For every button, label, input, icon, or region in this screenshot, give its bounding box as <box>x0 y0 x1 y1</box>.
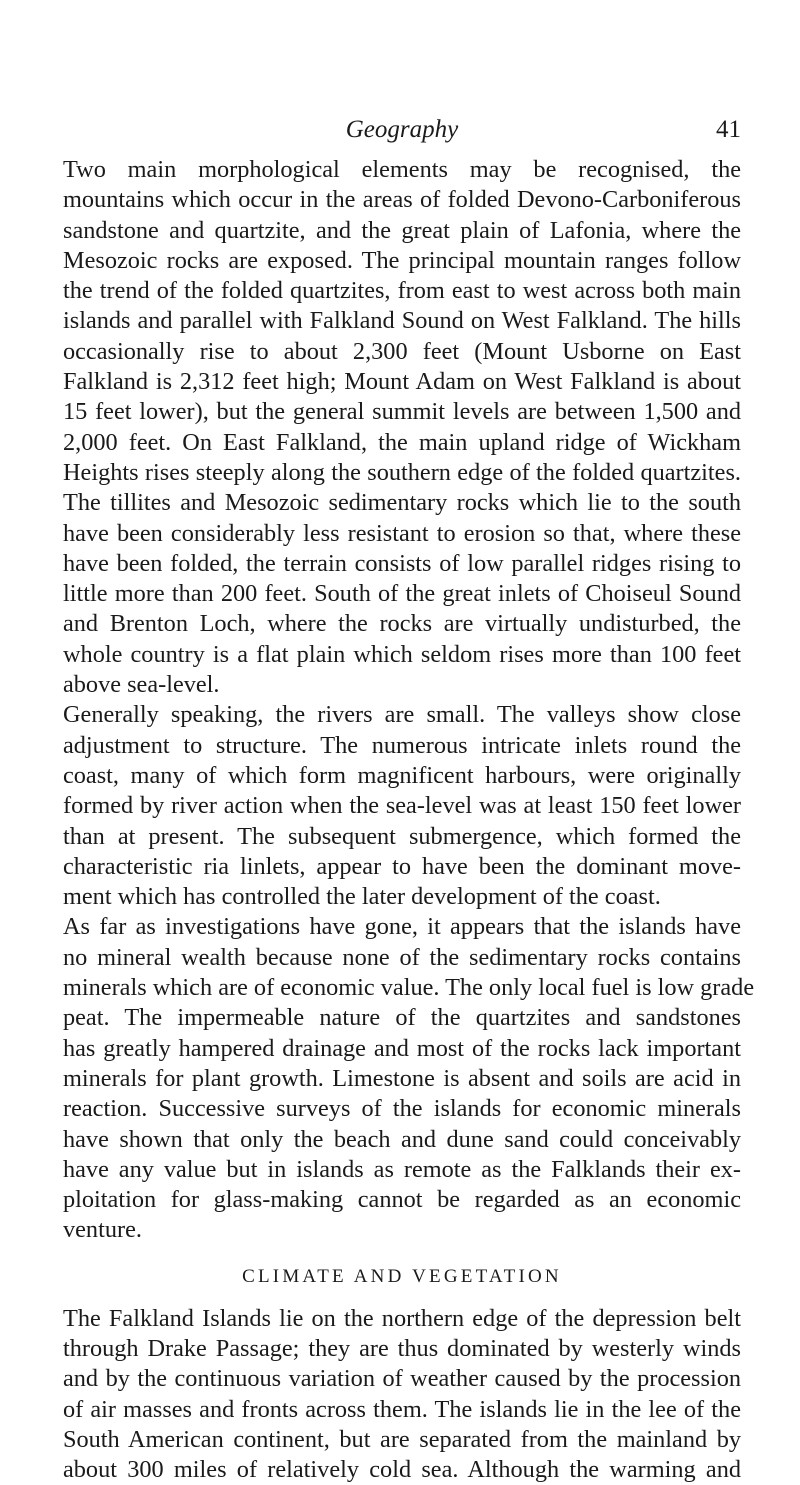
text-line: ploitation for glass-making cannot be regarded as an economic <box>63 1186 741 1214</box>
text-line: venture. <box>63 1216 142 1244</box>
section-heading: CLIMATE AND VEGETATION <box>242 1265 562 1287</box>
text-line: and by the continuous variation of weather caused by the procession <box>63 1365 741 1393</box>
text-line: As far as investigations have gone, it appears that the islands have <box>63 913 741 941</box>
text-line: 2,000 feet. On East Falkland, the main upland ridge of Wickham <box>63 428 741 456</box>
text-line: peat. The impermeable nature of the quartzites and sandstones <box>63 1004 741 1032</box>
text-line: and Brenton Loch, where the rocks are virtually undisturbed, the <box>63 610 741 638</box>
text-line: above sea-level. <box>63 671 220 699</box>
running-title: Geography <box>345 116 459 143</box>
text-line: Two main morphological elements may be recognised, the <box>63 156 741 183</box>
paragraph-minerals <box>63 912 755 1245</box>
text-line: about 300 miles of relatively cold sea. Although the warming and <box>63 1456 741 1484</box>
text-line: the trend of the folded quartzites, from east to west across both main <box>63 277 741 305</box>
text-line: Generally speaking, the rivers are small. The valleys show close <box>63 701 741 729</box>
text-line: than at present. The subsequent submergence, which formed the <box>63 822 741 850</box>
text-line: The tillites and Mesozoic sedimentary rocks which lie to the south <box>63 489 741 517</box>
text-line: have any value but in islands as remote as the Falklands their ex- <box>63 1155 741 1183</box>
paragraph-rivers <box>63 700 741 912</box>
text-line: little more than 200 feet. South of the great inlets of Choiseul Sound <box>63 580 741 608</box>
text-line: of air masses and fronts across them. The islands lie in the lee of the <box>63 1395 741 1423</box>
book-page <box>63 0 755 1485</box>
text-line: have been considerably less resistant to erosion so that, where these <box>63 519 741 547</box>
page-number: 41 <box>716 116 741 143</box>
text-line: characteristic ria linlets, appear to have been the dominant move- <box>63 852 741 880</box>
text-line: whole country is a flat plain which seldom rises more than 100 feet <box>63 640 741 668</box>
text-line: The Falkland Islands lie on the northern edge of the depression belt <box>63 1304 741 1332</box>
text-line: ment which has controlled the later development of the coast. <box>63 883 661 911</box>
text-line: mountains which occur in the areas of folded Devono-Carboniferous <box>63 186 741 214</box>
text-line: no mineral wealth because none of the sedimentary rocks contains <box>63 943 741 971</box>
text-line: coast, many of which form magnificent harbours, were originally <box>63 761 741 789</box>
text-line: formed by river action when the sea-level was at least 150 feet lower <box>63 792 741 820</box>
text-line: Mesozoic rocks are exposed. The principal mountain ranges follow <box>63 246 741 274</box>
text-line: minerals which are of economic value. The only local fuel is low grade <box>63 974 755 1002</box>
text-line: South American continent, but are separated from the mainland by <box>63 1425 741 1453</box>
text-line: have been folded, the terrain consists of low parallel ridges rising to <box>63 549 741 577</box>
text-line: through Drake Passage; they are thus dominated by westerly winds <box>63 1334 741 1362</box>
text-line: islands and parallel with Falkland Sound on West Falkland. The hills <box>63 307 741 335</box>
text-line: have shown that only the beach and dune sand could conceivably <box>63 1125 741 1153</box>
text-line: Heights rises steeply along the southern edge of the folded quartzites. <box>63 458 741 486</box>
running-head <box>63 115 741 155</box>
text-line: occasionally rise to about 2,300 feet (Mount Usborne on East <box>63 337 741 365</box>
text-line: Falkland is 2,312 feet high; Mount Adam on West Falkland is about <box>63 368 741 396</box>
text-line: adjustment to structure. The numerous intricate inlets round the <box>63 731 741 759</box>
text-line: reaction. Successive surveys of the islands for economic minerals <box>63 1095 741 1123</box>
paragraph-morphology <box>63 155 741 700</box>
paragraph-climate <box>63 1304 741 1485</box>
text-line: has greatly hampered drainage and most of the rocks lack important <box>63 1034 741 1062</box>
text-line: sandstone and quartzite, and the great plain of Lafonia, where the <box>63 216 741 244</box>
text-line: minerals for plant growth. Limestone is absent and soils are acid in <box>63 1064 741 1092</box>
text-line: 15 feet lower), but the general summit levels are between 1,500 and <box>63 398 741 426</box>
